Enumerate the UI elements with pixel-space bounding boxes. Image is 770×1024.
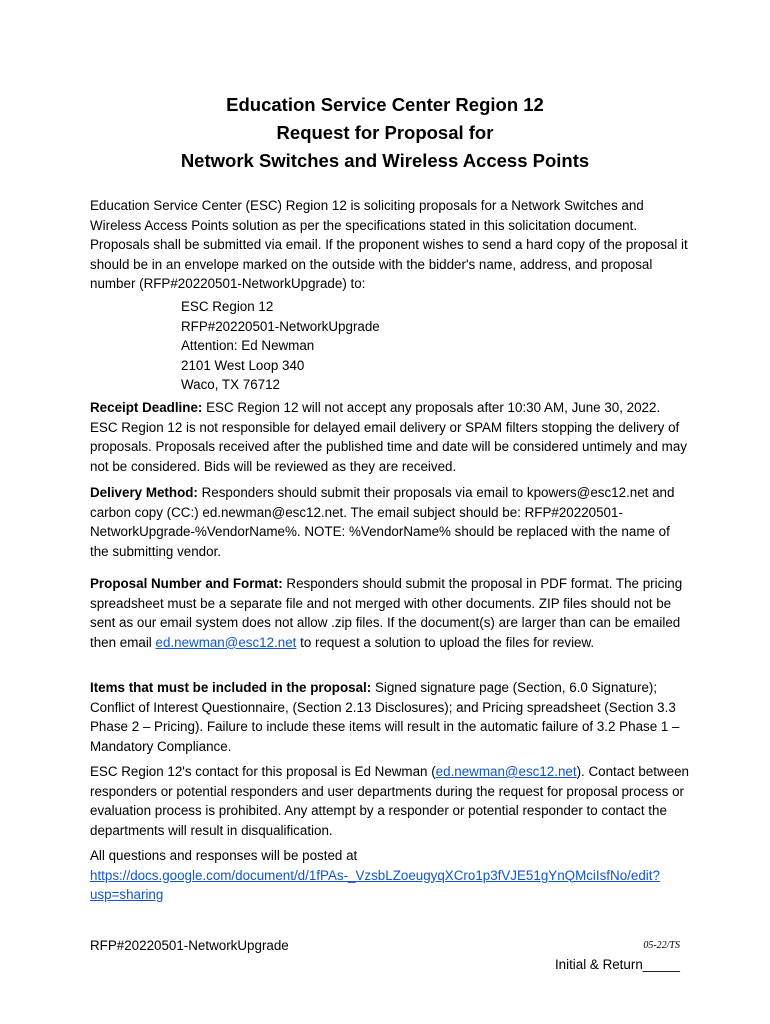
proposal-format-label: Proposal Number and Format: [90,576,283,591]
proposal-format-text-after: to request a solution to upload the files for review. [296,634,595,650]
title-line-2: Request for Proposal for [276,122,494,143]
required-items-text: Signed signature page (Section, 6.0 Signature); Conflict of Interest Questionnaire, (Section 2.13 Disclosures); and Pricing spreadsheet (Section 3.3 Phase 2 – Pricing). Failure to include these items will result in the automatic failure of 3.2 Phase 1 – Mandatory Compliance. [90,680,680,754]
format-email-link[interactable]: ed.newman@esc12.net [155,634,297,650]
receipt-deadline-label: Receipt Deadline: [90,400,203,415]
footer-rfp-number: RFP#20220501-NetworkUpgrade [90,938,289,953]
proposal-format-paragraph [90,574,690,652]
delivery-method-paragraph [90,483,690,561]
contact-paragraph [90,762,690,840]
questions-url-link[interactable] [90,868,660,903]
contact-text-before: ESC Region 12's contact for this proposal is Ed Newman ( [90,764,436,779]
receipt-deadline-text: ESC Region 12 will not accept any proposals after 10:30 AM, June 30, 2022. ESC Region 12 is not responsible for delayed email delivery or SPAM filters stopping the delivery of proposals. Proposals received after the published time and date will be considered untimely and may not be considered. Bids will be reviewed as they are received. [90,400,687,474]
questions-paragraph [90,846,690,905]
required-items-label: Items that must be included in the proposal: [90,680,372,695]
title-line-3: Network Switches and Wireless Access Points [180,150,590,171]
title-line-1: Education Service Center Region 12 [226,94,544,115]
questions-url-line-1: https://docs.google.com/document/d/1fPAs-_VzsbLZoeugyqXCro1p3fVJE51gYnQMciIsfNo/edit? [90,867,660,883]
intro-paragraph: Education Service Center (ESC) Region 12 is soliciting proposals for a Network Switches and Wireless Access Points solution as per the specifications stated in this solicitation document. Proposals shall be submitted via email. If the proponent wishes to send a hard copy of the proposal it should be in an envelope marked on the outside with the bidder's name, address, and proposal number (RFP#20220501-NetworkUpgrade) to: [90,198,688,292]
contact-email-link[interactable]: ed.newman@esc12.net [435,764,577,779]
questions-text: All questions and responses will be posted at [90,848,358,863]
address-line-5: Waco, TX 76712 [181,377,280,393]
receipt-deadline-paragraph [90,398,690,476]
address-line-2: RFP#20220501-NetworkUpgrade [181,318,380,334]
questions-url-line-2: usp=sharing [90,887,164,903]
delivery-method-text: Responders should submit their proposals via email to kpowers@esc12.net and carbon copy (CC:) ed.newman@esc12.net. The email subject should be: RFP#20220501-NetworkUpgrade-%VendorName%. NOTE: %VendorName% should be replaced with the name of the submitting vendor. [90,485,675,559]
required-items-paragraph [90,678,690,756]
address-line-1: ESC Region 12 [181,299,274,314]
footer-initial-return: Initial & Return_____ [554,957,680,972]
address-line-3: Attention: Ed Newman [181,338,315,354]
footer-revision-code: 05-22/TS [643,940,680,951]
delivery-method-label: Delivery Method: [90,485,198,500]
address-line-4: 2101 West Loop 340 [181,357,305,373]
mailing-address [181,297,380,395]
contact-text-after: ). Contact between responders or potential responders and user departments during the request for proposal process or evaluation process is prohibited. Any attempt by a responder or potential responder to contact the departments will result in disqualification. [90,764,689,838]
proposal-format-text-before: Responders should submit the proposal in PDF format. The pricing spreadsheet must be a separate file and not merged with other documents. ZIP files should not be sent as our email system does not allow .zip files. If the document(s) are larger than can be emailed then email [90,576,683,650]
